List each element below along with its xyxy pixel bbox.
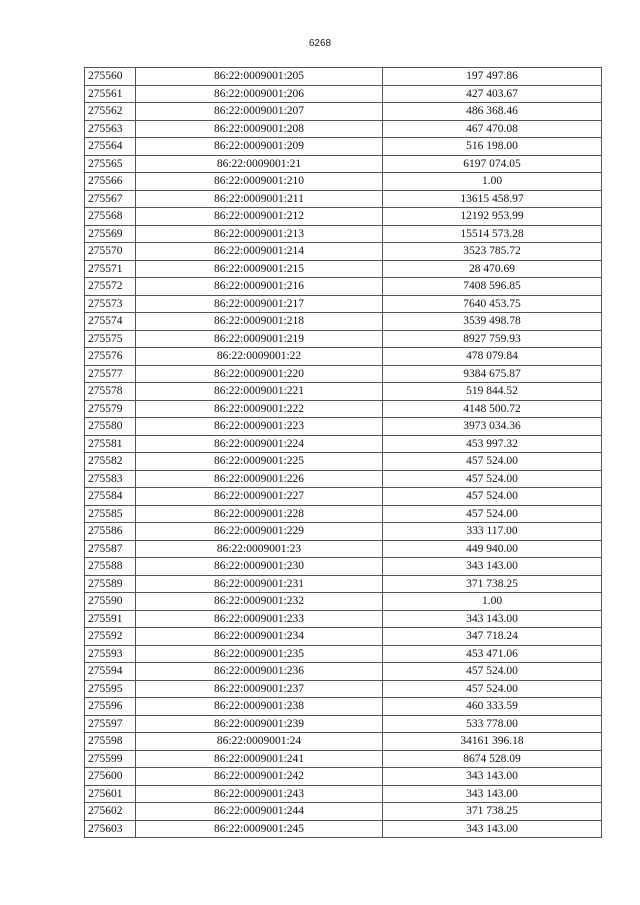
page-number: 6268 — [308, 38, 332, 49]
table-row — [85, 155, 602, 173]
cadastral-number-cell: 86:22:0009001:213 — [136, 225, 383, 243]
table-row — [85, 768, 602, 786]
cadastral-number-cell: 86:22:0009001:230 — [136, 558, 383, 576]
table-body — [85, 68, 602, 838]
cadastral-number-cell: 86:22:0009001:220 — [136, 365, 383, 383]
row-number-cell: 275583 — [85, 470, 136, 488]
cadastral-number-cell: 86:22:0009001:221 — [136, 383, 383, 401]
table-row — [85, 330, 602, 348]
cadastral-number-cell: 86:22:0009001:211 — [136, 190, 383, 208]
cadastral-number-cell: 86:22:0009001:21 — [136, 155, 383, 173]
table-row — [85, 120, 602, 138]
table-row — [85, 103, 602, 121]
cadastral-value-cell: 3539 498.78 — [383, 313, 602, 331]
cadastral-number-cell: 86:22:0009001:206 — [136, 85, 383, 103]
cadastral-number-cell: 86:22:0009001:236 — [136, 663, 383, 681]
table-row — [85, 243, 602, 261]
cadastral-value-cell: 3523 785.72 — [383, 243, 602, 261]
row-number-cell: 275580 — [85, 418, 136, 436]
cadastral-number-cell: 86:22:0009001:233 — [136, 610, 383, 628]
row-number-cell: 275603 — [85, 820, 136, 838]
table-row — [85, 505, 602, 523]
row-number-cell: 275591 — [85, 610, 136, 628]
table-row — [85, 348, 602, 366]
cadastral-value-cell: 28 470.69 — [383, 260, 602, 278]
cadastral-value-cell: 34161 396.18 — [383, 733, 602, 751]
cadastral-number-cell: 86:22:0009001:219 — [136, 330, 383, 348]
cadastral-number-cell: 86:22:0009001:226 — [136, 470, 383, 488]
cadastral-number-cell: 86:22:0009001:24 — [136, 733, 383, 751]
cadastral-value-cell: 8927 759.93 — [383, 330, 602, 348]
cadastral-number-cell: 86:22:0009001:238 — [136, 698, 383, 716]
cadastral-value-cell: 343 143.00 — [383, 820, 602, 838]
cadastral-number-cell: 86:22:0009001:210 — [136, 173, 383, 191]
cadastral-number-cell: 86:22:0009001:231 — [136, 575, 383, 593]
cadastral-number-cell: 86:22:0009001:205 — [136, 68, 383, 86]
cadastral-value-cell: 457 524.00 — [383, 505, 602, 523]
cadastral-value-cell: 427 403.67 — [383, 85, 602, 103]
table-row — [85, 715, 602, 733]
cadastral-value-cell: 460 333.59 — [383, 698, 602, 716]
cadastral-number-cell: 86:22:0009001:237 — [136, 680, 383, 698]
row-number-cell: 275578 — [85, 383, 136, 401]
cadastral-number-cell: 86:22:0009001:232 — [136, 593, 383, 611]
cadastral-number-cell: 86:22:0009001:216 — [136, 278, 383, 296]
row-number-cell: 275588 — [85, 558, 136, 576]
cadastral-value-cell: 15514 573.28 — [383, 225, 602, 243]
table-row — [85, 628, 602, 646]
table-row — [85, 750, 602, 768]
row-number-cell: 275574 — [85, 313, 136, 331]
cadastral-number-cell: 86:22:0009001:23 — [136, 540, 383, 558]
cadastral-value-cell: 343 143.00 — [383, 785, 602, 803]
table-row — [85, 803, 602, 821]
row-number-cell: 275566 — [85, 173, 136, 191]
table-row — [85, 680, 602, 698]
table-row — [85, 645, 602, 663]
table-row — [85, 365, 602, 383]
row-number-cell: 275575 — [85, 330, 136, 348]
row-number-cell: 275560 — [85, 68, 136, 86]
cadastral-number-cell: 86:22:0009001:227 — [136, 488, 383, 506]
row-number-cell: 275597 — [85, 715, 136, 733]
row-number-cell: 275565 — [85, 155, 136, 173]
cadastral-value-cell: 8674 528.09 — [383, 750, 602, 768]
cadastral-value-cell: 533 778.00 — [383, 715, 602, 733]
cadastral-value-cell: 371 738.25 — [383, 803, 602, 821]
row-number-cell: 275571 — [85, 260, 136, 278]
row-number-cell: 275587 — [85, 540, 136, 558]
cadastral-value-cell: 478 079.84 — [383, 348, 602, 366]
row-number-cell: 275569 — [85, 225, 136, 243]
table-row — [85, 435, 602, 453]
row-number-cell: 275573 — [85, 295, 136, 313]
cadastral-number-cell: 86:22:0009001:214 — [136, 243, 383, 261]
table-row — [85, 698, 602, 716]
row-number-cell: 275602 — [85, 803, 136, 821]
table-row — [85, 208, 602, 226]
cadastral-value-cell: 457 524.00 — [383, 680, 602, 698]
table-row — [85, 173, 602, 191]
row-number-cell: 275592 — [85, 628, 136, 646]
cadastral-value-cell: 457 524.00 — [383, 663, 602, 681]
cadastral-value-cell: 486 368.46 — [383, 103, 602, 121]
cadastral-number-cell: 86:22:0009001:244 — [136, 803, 383, 821]
table-row — [85, 785, 602, 803]
table-row — [85, 593, 602, 611]
row-number-cell: 275601 — [85, 785, 136, 803]
row-number-cell: 275598 — [85, 733, 136, 751]
table-row — [85, 733, 602, 751]
row-number-cell: 275594 — [85, 663, 136, 681]
table-row — [85, 190, 602, 208]
row-number-cell: 275599 — [85, 750, 136, 768]
cadastral-value-cell: 343 143.00 — [383, 558, 602, 576]
table-row — [85, 820, 602, 838]
table-row — [85, 558, 602, 576]
table-row — [85, 453, 602, 471]
row-number-cell: 275572 — [85, 278, 136, 296]
row-number-cell: 275590 — [85, 593, 136, 611]
row-number-cell: 275596 — [85, 698, 136, 716]
cadastral-number-cell: 86:22:0009001:217 — [136, 295, 383, 313]
cadastral-value-cell: 457 524.00 — [383, 470, 602, 488]
cadastral-number-cell: 86:22:0009001:242 — [136, 768, 383, 786]
table-row — [85, 225, 602, 243]
table-row — [85, 610, 602, 628]
cadastral-number-cell: 86:22:0009001:208 — [136, 120, 383, 138]
cadastral-number-cell: 86:22:0009001:243 — [136, 785, 383, 803]
cadastral-value-table — [84, 67, 602, 838]
row-number-cell: 275589 — [85, 575, 136, 593]
table-row — [85, 575, 602, 593]
cadastral-value-cell: 453 997.32 — [383, 435, 602, 453]
cadastral-number-cell: 86:22:0009001:212 — [136, 208, 383, 226]
row-number-cell: 275581 — [85, 435, 136, 453]
table-row — [85, 295, 602, 313]
cadastral-number-cell: 86:22:0009001:222 — [136, 400, 383, 418]
row-number-cell: 275586 — [85, 523, 136, 541]
table-row — [85, 85, 602, 103]
cadastral-value-cell: 343 143.00 — [383, 768, 602, 786]
cadastral-number-cell: 86:22:0009001:22 — [136, 348, 383, 366]
cadastral-value-cell: 333 117.00 — [383, 523, 602, 541]
cadastral-value-cell: 457 524.00 — [383, 488, 602, 506]
table-row — [85, 138, 602, 156]
cadastral-value-cell: 343 143.00 — [383, 610, 602, 628]
cadastral-number-cell: 86:22:0009001:223 — [136, 418, 383, 436]
cadastral-value-cell: 7640 453.75 — [383, 295, 602, 313]
cadastral-value-cell: 449 940.00 — [383, 540, 602, 558]
cadastral-number-cell: 86:22:0009001:209 — [136, 138, 383, 156]
cadastral-value-cell: 516 198.00 — [383, 138, 602, 156]
cadastral-value-cell: 453 471.06 — [383, 645, 602, 663]
row-number-cell: 275584 — [85, 488, 136, 506]
cadastral-number-cell: 86:22:0009001:239 — [136, 715, 383, 733]
row-number-cell: 275579 — [85, 400, 136, 418]
row-number-cell: 275576 — [85, 348, 136, 366]
row-number-cell: 275564 — [85, 138, 136, 156]
cadastral-value-cell: 6197 074.05 — [383, 155, 602, 173]
cadastral-number-cell: 86:22:0009001:229 — [136, 523, 383, 541]
table-row — [85, 400, 602, 418]
table-row — [85, 523, 602, 541]
row-number-cell: 275563 — [85, 120, 136, 138]
cadastral-number-cell: 86:22:0009001:225 — [136, 453, 383, 471]
cadastral-value-cell: 1.00 — [383, 173, 602, 191]
cadastral-value-cell: 1.00 — [383, 593, 602, 611]
table-row — [85, 663, 602, 681]
table-row — [85, 313, 602, 331]
row-number-cell: 275593 — [85, 645, 136, 663]
table-row — [85, 260, 602, 278]
row-number-cell: 275585 — [85, 505, 136, 523]
cadastral-value-cell: 9384 675.87 — [383, 365, 602, 383]
cadastral-number-cell: 86:22:0009001:215 — [136, 260, 383, 278]
row-number-cell: 275561 — [85, 85, 136, 103]
cadastral-value-cell: 4148 500.72 — [383, 400, 602, 418]
cadastral-value-cell: 7408 596.85 — [383, 278, 602, 296]
cadastral-number-cell: 86:22:0009001:235 — [136, 645, 383, 663]
cadastral-value-cell: 347 718.24 — [383, 628, 602, 646]
cadastral-number-cell: 86:22:0009001:218 — [136, 313, 383, 331]
cadastral-value-cell: 13615 458.97 — [383, 190, 602, 208]
cadastral-value-cell: 371 738.25 — [383, 575, 602, 593]
table-row — [85, 383, 602, 401]
row-number-cell: 275570 — [85, 243, 136, 261]
row-number-cell: 275600 — [85, 768, 136, 786]
table-row — [85, 540, 602, 558]
cadastral-number-cell: 86:22:0009001:234 — [136, 628, 383, 646]
row-number-cell: 275562 — [85, 103, 136, 121]
cadastral-value-cell: 197 497.86 — [383, 68, 602, 86]
table-row — [85, 278, 602, 296]
row-number-cell: 275582 — [85, 453, 136, 471]
row-number-cell: 275595 — [85, 680, 136, 698]
cadastral-number-cell: 86:22:0009001:241 — [136, 750, 383, 768]
table-row — [85, 68, 602, 86]
table-row — [85, 418, 602, 436]
row-number-cell: 275567 — [85, 190, 136, 208]
cadastral-number-cell: 86:22:0009001:245 — [136, 820, 383, 838]
cadastral-number-cell: 86:22:0009001:224 — [136, 435, 383, 453]
table-row — [85, 488, 602, 506]
cadastral-value-cell: 467 470.08 — [383, 120, 602, 138]
cadastral-value-cell: 457 524.00 — [383, 453, 602, 471]
cadastral-value-cell: 3973 034.36 — [383, 418, 602, 436]
table-row — [85, 470, 602, 488]
cadastral-number-cell: 86:22:0009001:207 — [136, 103, 383, 121]
row-number-cell: 275568 — [85, 208, 136, 226]
cadastral-value-cell: 519 844.52 — [383, 383, 602, 401]
cadastral-value-cell: 12192 953.99 — [383, 208, 602, 226]
cadastral-number-cell: 86:22:0009001:228 — [136, 505, 383, 523]
row-number-cell: 275577 — [85, 365, 136, 383]
